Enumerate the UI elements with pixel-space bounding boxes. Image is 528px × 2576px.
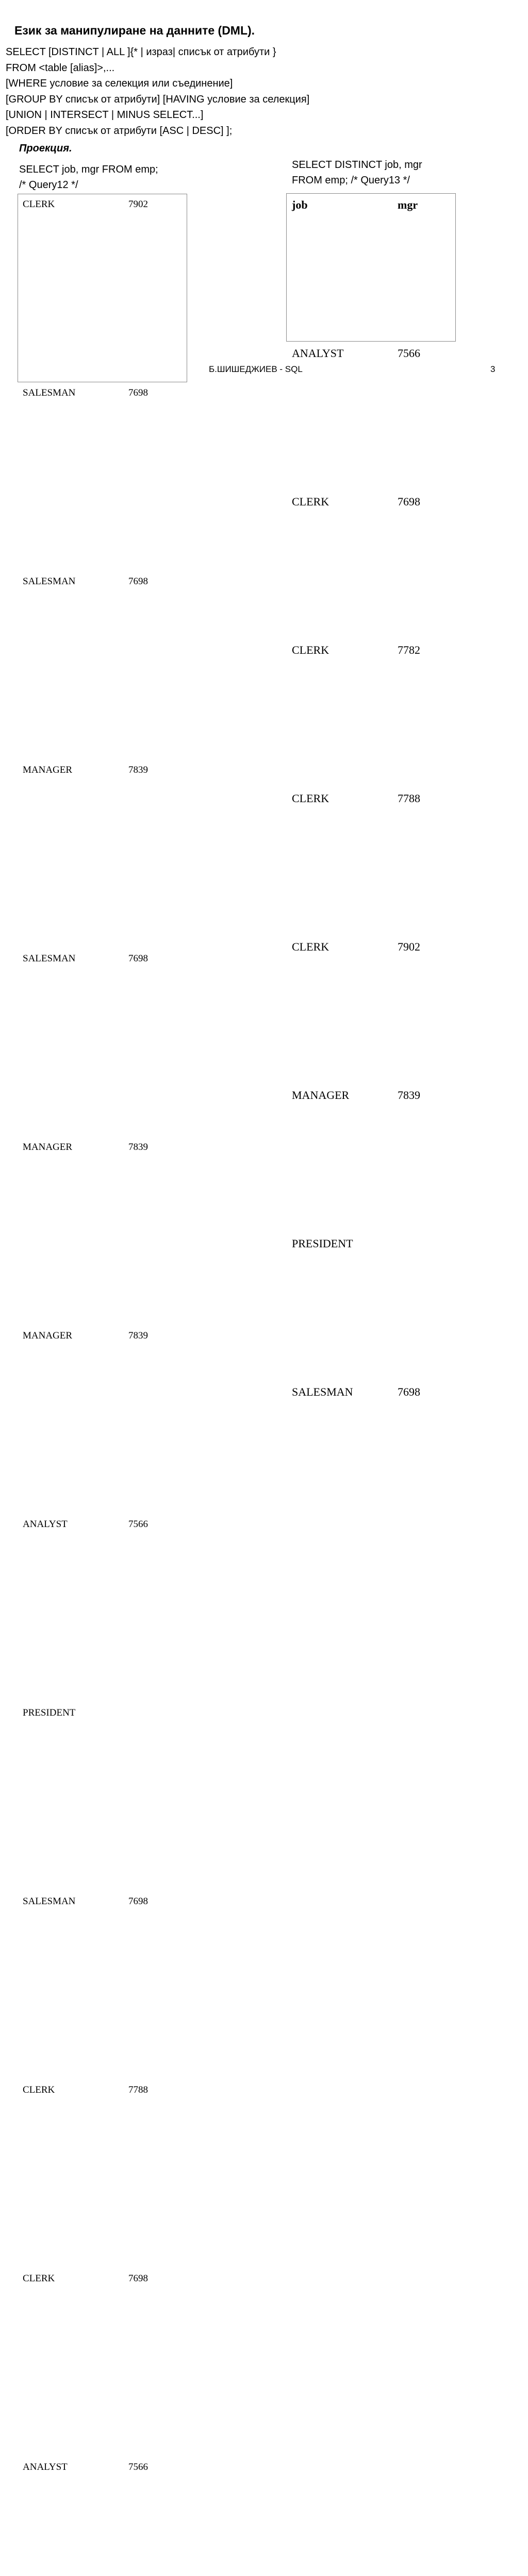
table-row bbox=[23, 763, 187, 952]
cell-job: CLERK bbox=[23, 2273, 55, 2284]
table-row bbox=[23, 1894, 187, 2083]
section-heading: Проекция. bbox=[19, 143, 72, 154]
query-line: SELECT job, mgr FROM emp; bbox=[19, 164, 158, 175]
cell-job: MANAGER bbox=[292, 1089, 350, 1101]
query-line: FROM emp; /* Query13 */ bbox=[292, 175, 410, 186]
query13-result-table bbox=[286, 193, 456, 1398]
cell-job: MANAGER bbox=[23, 765, 73, 775]
cell-mgr: 7782 bbox=[398, 643, 420, 656]
cell-mgr: 7902 bbox=[128, 199, 148, 210]
table-row bbox=[23, 2460, 187, 2576]
syntax-line: [ORDER BY списък от атрибути [ASC | DESC] ]; bbox=[6, 125, 233, 137]
cell-job: SALESMAN bbox=[23, 576, 76, 587]
cell-mgr: 7698 bbox=[128, 953, 148, 964]
cell-job: CLERK bbox=[292, 643, 329, 656]
syntax-line: SELECT [DISTINCT | ALL ]{* | израз| списък от атрибути } bbox=[6, 46, 276, 58]
table-row bbox=[292, 939, 455, 1088]
syntax-line: [WHERE условие за селекция или съединение] bbox=[6, 78, 233, 89]
table-row bbox=[23, 1706, 187, 1894]
cell-job: PRESIDENT bbox=[292, 1237, 353, 1250]
table-row bbox=[23, 1517, 187, 1706]
syntax-line: [GROUP BY списък от атрибути] [HAVING условие за селекция] bbox=[6, 93, 310, 105]
cell-job: CLERK bbox=[292, 940, 329, 953]
query-line: /* Query12 */ bbox=[19, 179, 78, 191]
cell-mgr: 7839 bbox=[128, 1142, 148, 1153]
column-header-job: job bbox=[292, 198, 308, 211]
cell-mgr: 7902 bbox=[398, 940, 420, 953]
table-row bbox=[23, 1329, 187, 1517]
cell-job: CLERK bbox=[292, 495, 329, 508]
cell-mgr: 7566 bbox=[398, 347, 420, 360]
cell-job: ANALYST bbox=[292, 347, 344, 360]
table-row bbox=[292, 791, 455, 939]
table-row bbox=[23, 197, 187, 386]
table-row bbox=[292, 642, 455, 791]
cell-job: CLERK bbox=[23, 199, 55, 210]
cell-job: PRESIDENT bbox=[23, 1707, 76, 1718]
cell-job: MANAGER bbox=[23, 1142, 73, 1153]
table-row bbox=[23, 2272, 187, 2460]
table-header-row bbox=[292, 197, 455, 346]
table-row bbox=[292, 494, 455, 642]
cell-job: SALESMAN bbox=[23, 1896, 76, 1907]
page-number: 3 bbox=[490, 364, 496, 374]
table-row bbox=[23, 386, 187, 574]
cell-mgr: 7566 bbox=[128, 1519, 148, 1530]
query12-result-table bbox=[18, 194, 187, 2472]
cell-mgr: 7698 bbox=[128, 576, 148, 587]
cell-mgr: 7788 bbox=[128, 2084, 148, 2095]
cell-mgr: 7698 bbox=[128, 1896, 148, 1907]
query-line: SELECT DISTINCT job, mgr bbox=[292, 159, 422, 171]
cell-mgr: 7698 bbox=[398, 495, 420, 508]
table-row bbox=[292, 1088, 455, 1236]
cell-job: ANALYST bbox=[23, 2462, 68, 2472]
cell-mgr: 7839 bbox=[398, 1089, 420, 1101]
cell-job: SALESMAN bbox=[23, 387, 76, 398]
table-row bbox=[23, 952, 187, 1140]
table-row bbox=[292, 346, 455, 494]
cell-job: MANAGER bbox=[23, 1330, 73, 1341]
query12-text bbox=[19, 162, 158, 193]
table-row bbox=[292, 1384, 455, 1533]
cell-mgr: 7698 bbox=[128, 387, 148, 398]
cell-mgr: 7839 bbox=[128, 1330, 148, 1341]
cell-job: SALESMAN bbox=[292, 1385, 353, 1398]
table-row bbox=[292, 1236, 455, 1384]
cell-job: SALESMAN bbox=[23, 953, 76, 964]
cell-job: ANALYST bbox=[23, 1519, 68, 1530]
table-row bbox=[23, 1140, 187, 1329]
footer-text: Б.ШИШЕДЖИЕВ - SQL bbox=[209, 364, 303, 374]
cell-mgr: 7698 bbox=[128, 2273, 148, 2284]
table-row bbox=[23, 2083, 187, 2272]
syntax-line: FROM <table [alias]>,... bbox=[6, 62, 115, 74]
cell-mgr: 7566 bbox=[128, 2462, 148, 2472]
cell-mgr: 7839 bbox=[128, 765, 148, 775]
cell-job: CLERK bbox=[292, 792, 329, 805]
query13-text bbox=[292, 157, 422, 188]
cell-mgr: 7698 bbox=[398, 1385, 420, 1398]
cell-mgr: 7788 bbox=[398, 792, 420, 805]
cell-job: CLERK bbox=[23, 2084, 55, 2095]
column-header-mgr: mgr bbox=[398, 198, 418, 211]
select-syntax-block bbox=[6, 44, 309, 139]
slide-title: Език за манипулиране на данните (DML). bbox=[14, 24, 255, 37]
table-row bbox=[23, 574, 187, 763]
syntax-line: [UNION | INTERSECT | MINUS SELECT...] bbox=[6, 109, 204, 121]
